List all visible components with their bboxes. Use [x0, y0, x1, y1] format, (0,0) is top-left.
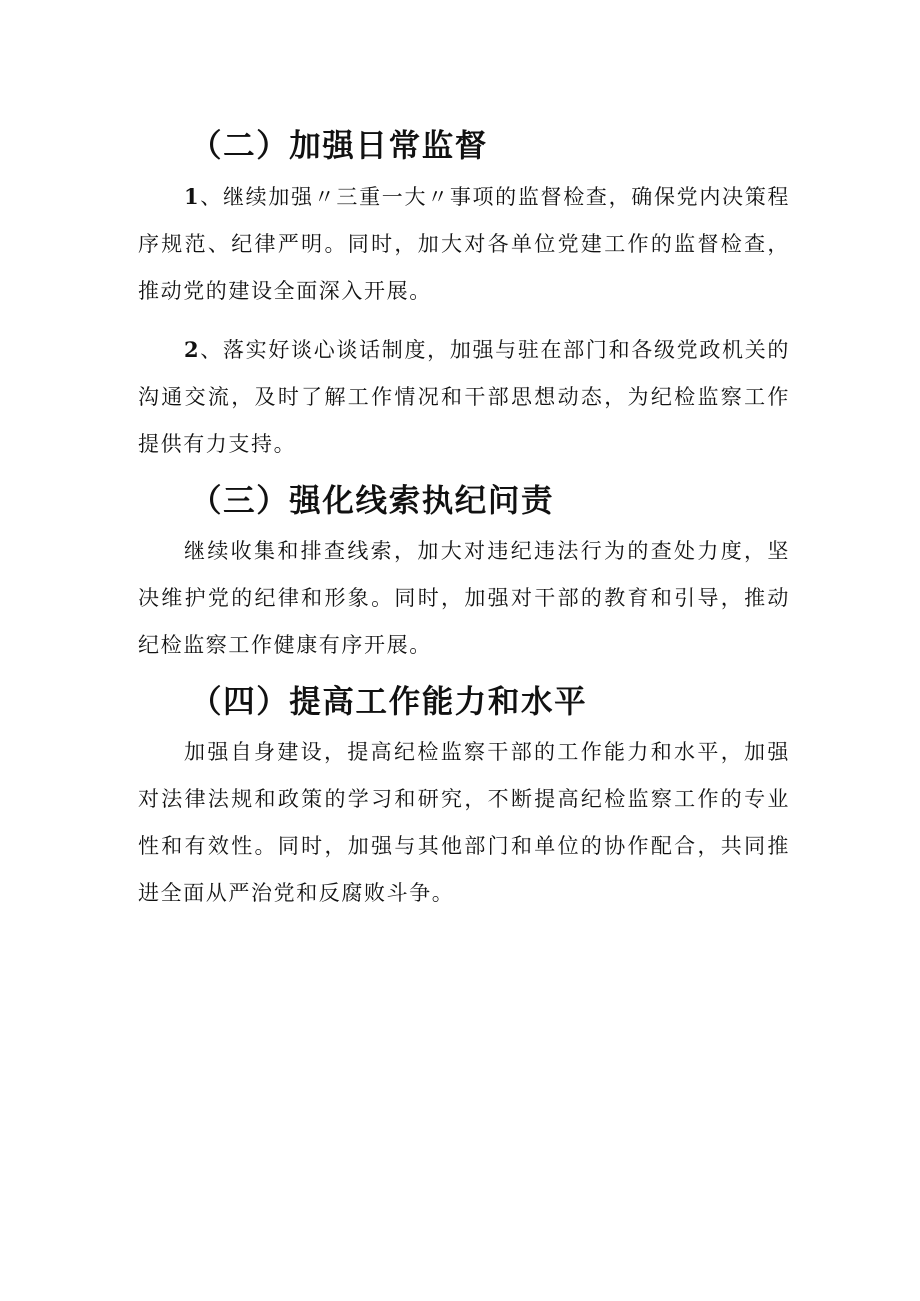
paragraph-text: 加强自身建设，提高纪检监察干部的工作能力和水平，加强对法律法规和政策的学习和研究，不断提高纪检监察工作的专业性和有效性。同时，加强与其他部门和单位的协作配合，共同推进全面从严治党和反腐败斗争。: [138, 740, 790, 905]
paragraph-text: 、继续加强〃三重一大〃事项的监督检查，确保党内决策程序规范、纪律严明。同时，加大对各单位党建工作的监督检查，推动党的建设全面深入开展。: [138, 185, 790, 303]
section-heading-4: （四）提高工作能力和水平: [190, 683, 588, 720]
paragraph-text: 继续收集和排查线索，加大对违纪违法行为的查处力度，坚决维护党的纪律和形象。同时，加强对干部的教育和引导，推动纪检监察工作健康有序开展。: [138, 539, 790, 657]
paragraph-3-1: [138, 528, 790, 669]
section-heading-2: （二）加强日常监督: [190, 127, 488, 164]
document-page: [138, 124, 790, 928]
section-heading-3: （三）强化线索执纪问责: [190, 482, 555, 519]
item-number: 1: [184, 184, 201, 209]
paragraph-4-1: [138, 729, 790, 917]
item-number: 2: [184, 337, 201, 362]
paragraph-text: 、落实好谈心谈话制度，加强与驻在部门和各级党政机关的沟通交流，及时了解工作情况和干部思想动态，为纪检监察工作提供有力支持。: [138, 338, 790, 456]
paragraph-2-2: [138, 326, 790, 468]
paragraph-2-1: [138, 173, 790, 315]
